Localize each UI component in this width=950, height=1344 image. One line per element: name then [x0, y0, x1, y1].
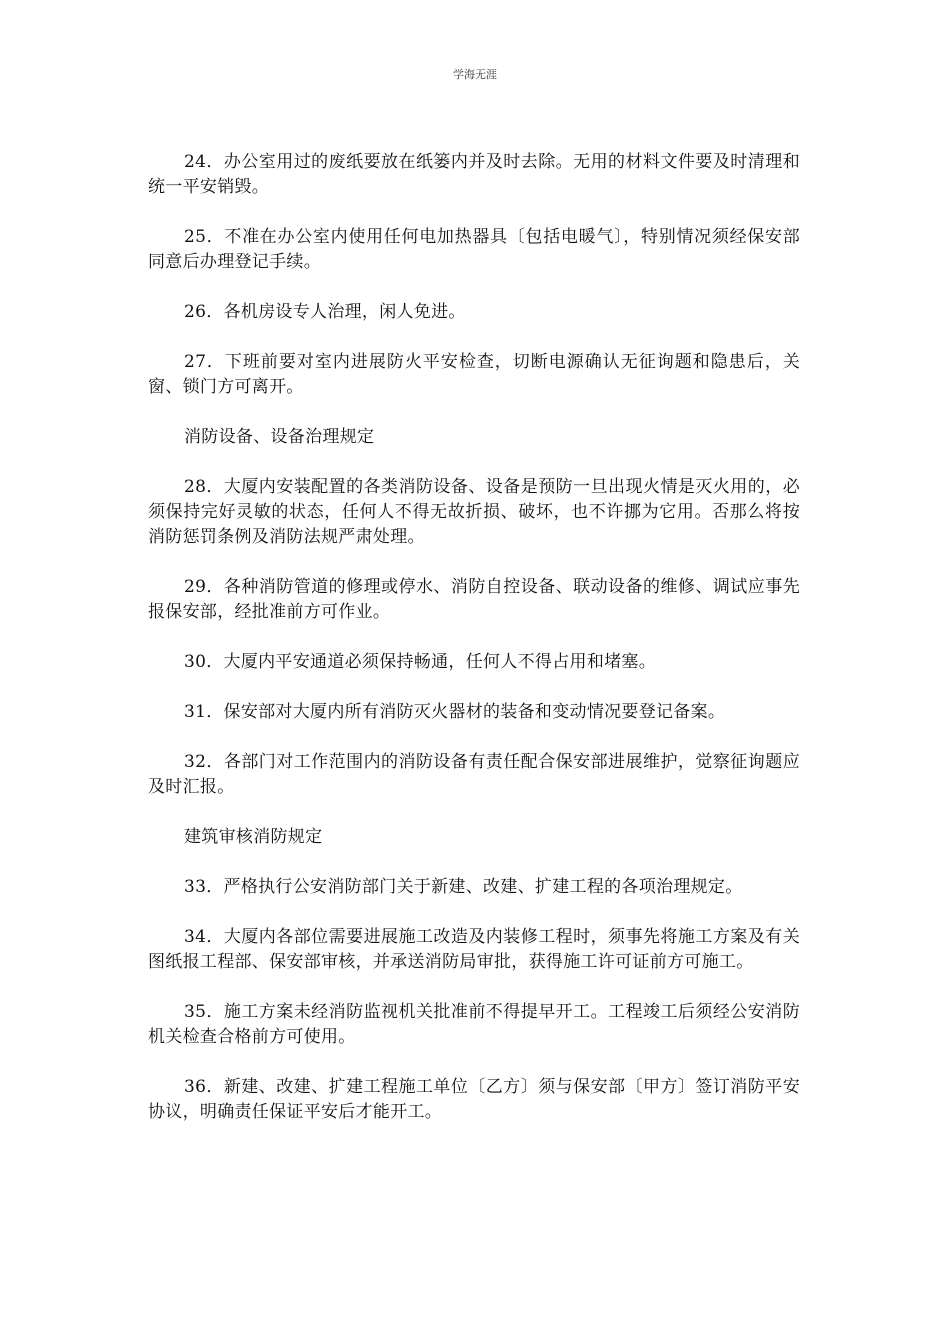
paragraph-35: 35．施工方案未经消防监视机关批准前不得提早开工。工程竣工后须经公安消防机关检查合格前方可使用。	[148, 1002, 800, 1047]
paragraph-36: 36．新建、改建、扩建工程施工单位〔乙方〕须与保安部〔甲方〕签订消防平安协议，明确责任保证平安后才能开工。	[148, 1077, 800, 1122]
page-header: 学海无涯	[453, 68, 497, 81]
section-heading-fire-equipment: 消防设备、设备治理规定	[184, 427, 375, 447]
paragraph-33: 33．严格执行公安消防部门关于新建、改建、扩建工程的各项治理规定。	[184, 877, 743, 897]
paragraph-26: 26．各机房设专人治理，闲人免进。	[184, 302, 466, 322]
paragraph-27: 27．下班前要对室内进展防火平安检查，切断电源确认无征询题和隐患后，关窗、锁门方可离开。	[148, 352, 800, 397]
paragraph-29: 29．各种消防管道的修理或停水、消防自控设备、联动设备的维修、调试应事先报保安部，经批准前方可作业。	[148, 577, 800, 622]
paragraph-30: 30．大厦内平安通道必须保持畅通，任何人不得占用和堵塞。	[184, 652, 657, 672]
document-body	[148, 150, 800, 1150]
paragraph-24: 24．办公室用过的废纸要放在纸篓内并及时去除。无用的材料文件要及时清理和统一平安销毁。	[148, 152, 800, 197]
paragraph-28: 28．大厦内安装配置的各类消防设备、设备是预防一旦出现火情是灭火用的，必须保持完好灵敏的状态，任何人不得无故折损、破坏，也不许挪为它用。否那么将按消防惩罚条例及消防法规严肃处理。	[148, 477, 800, 547]
paragraph-32: 32．各部门对工作范围内的消防设备有责任配合保安部进展维护，觉察征询题应及时汇报。	[148, 752, 800, 797]
paragraph-25: 25．不准在办公室内使用任何电加热器具〔包括电暖气〕，特别情况须经保安部同意后办理登记手续。	[148, 227, 800, 272]
paragraph-34: 34．大厦内各部位需要进展施工改造及内装修工程时，须事先将施工方案及有关图纸报工程部、保安部审核，并承送消防局审批，获得施工许可证前方可施工。	[148, 927, 800, 972]
paragraph-31: 31．保安部对大厦内所有消防灭火器材的装备和变动情况要登记备案。	[184, 702, 726, 722]
section-heading-building-review: 建筑审核消防规定	[184, 827, 323, 847]
